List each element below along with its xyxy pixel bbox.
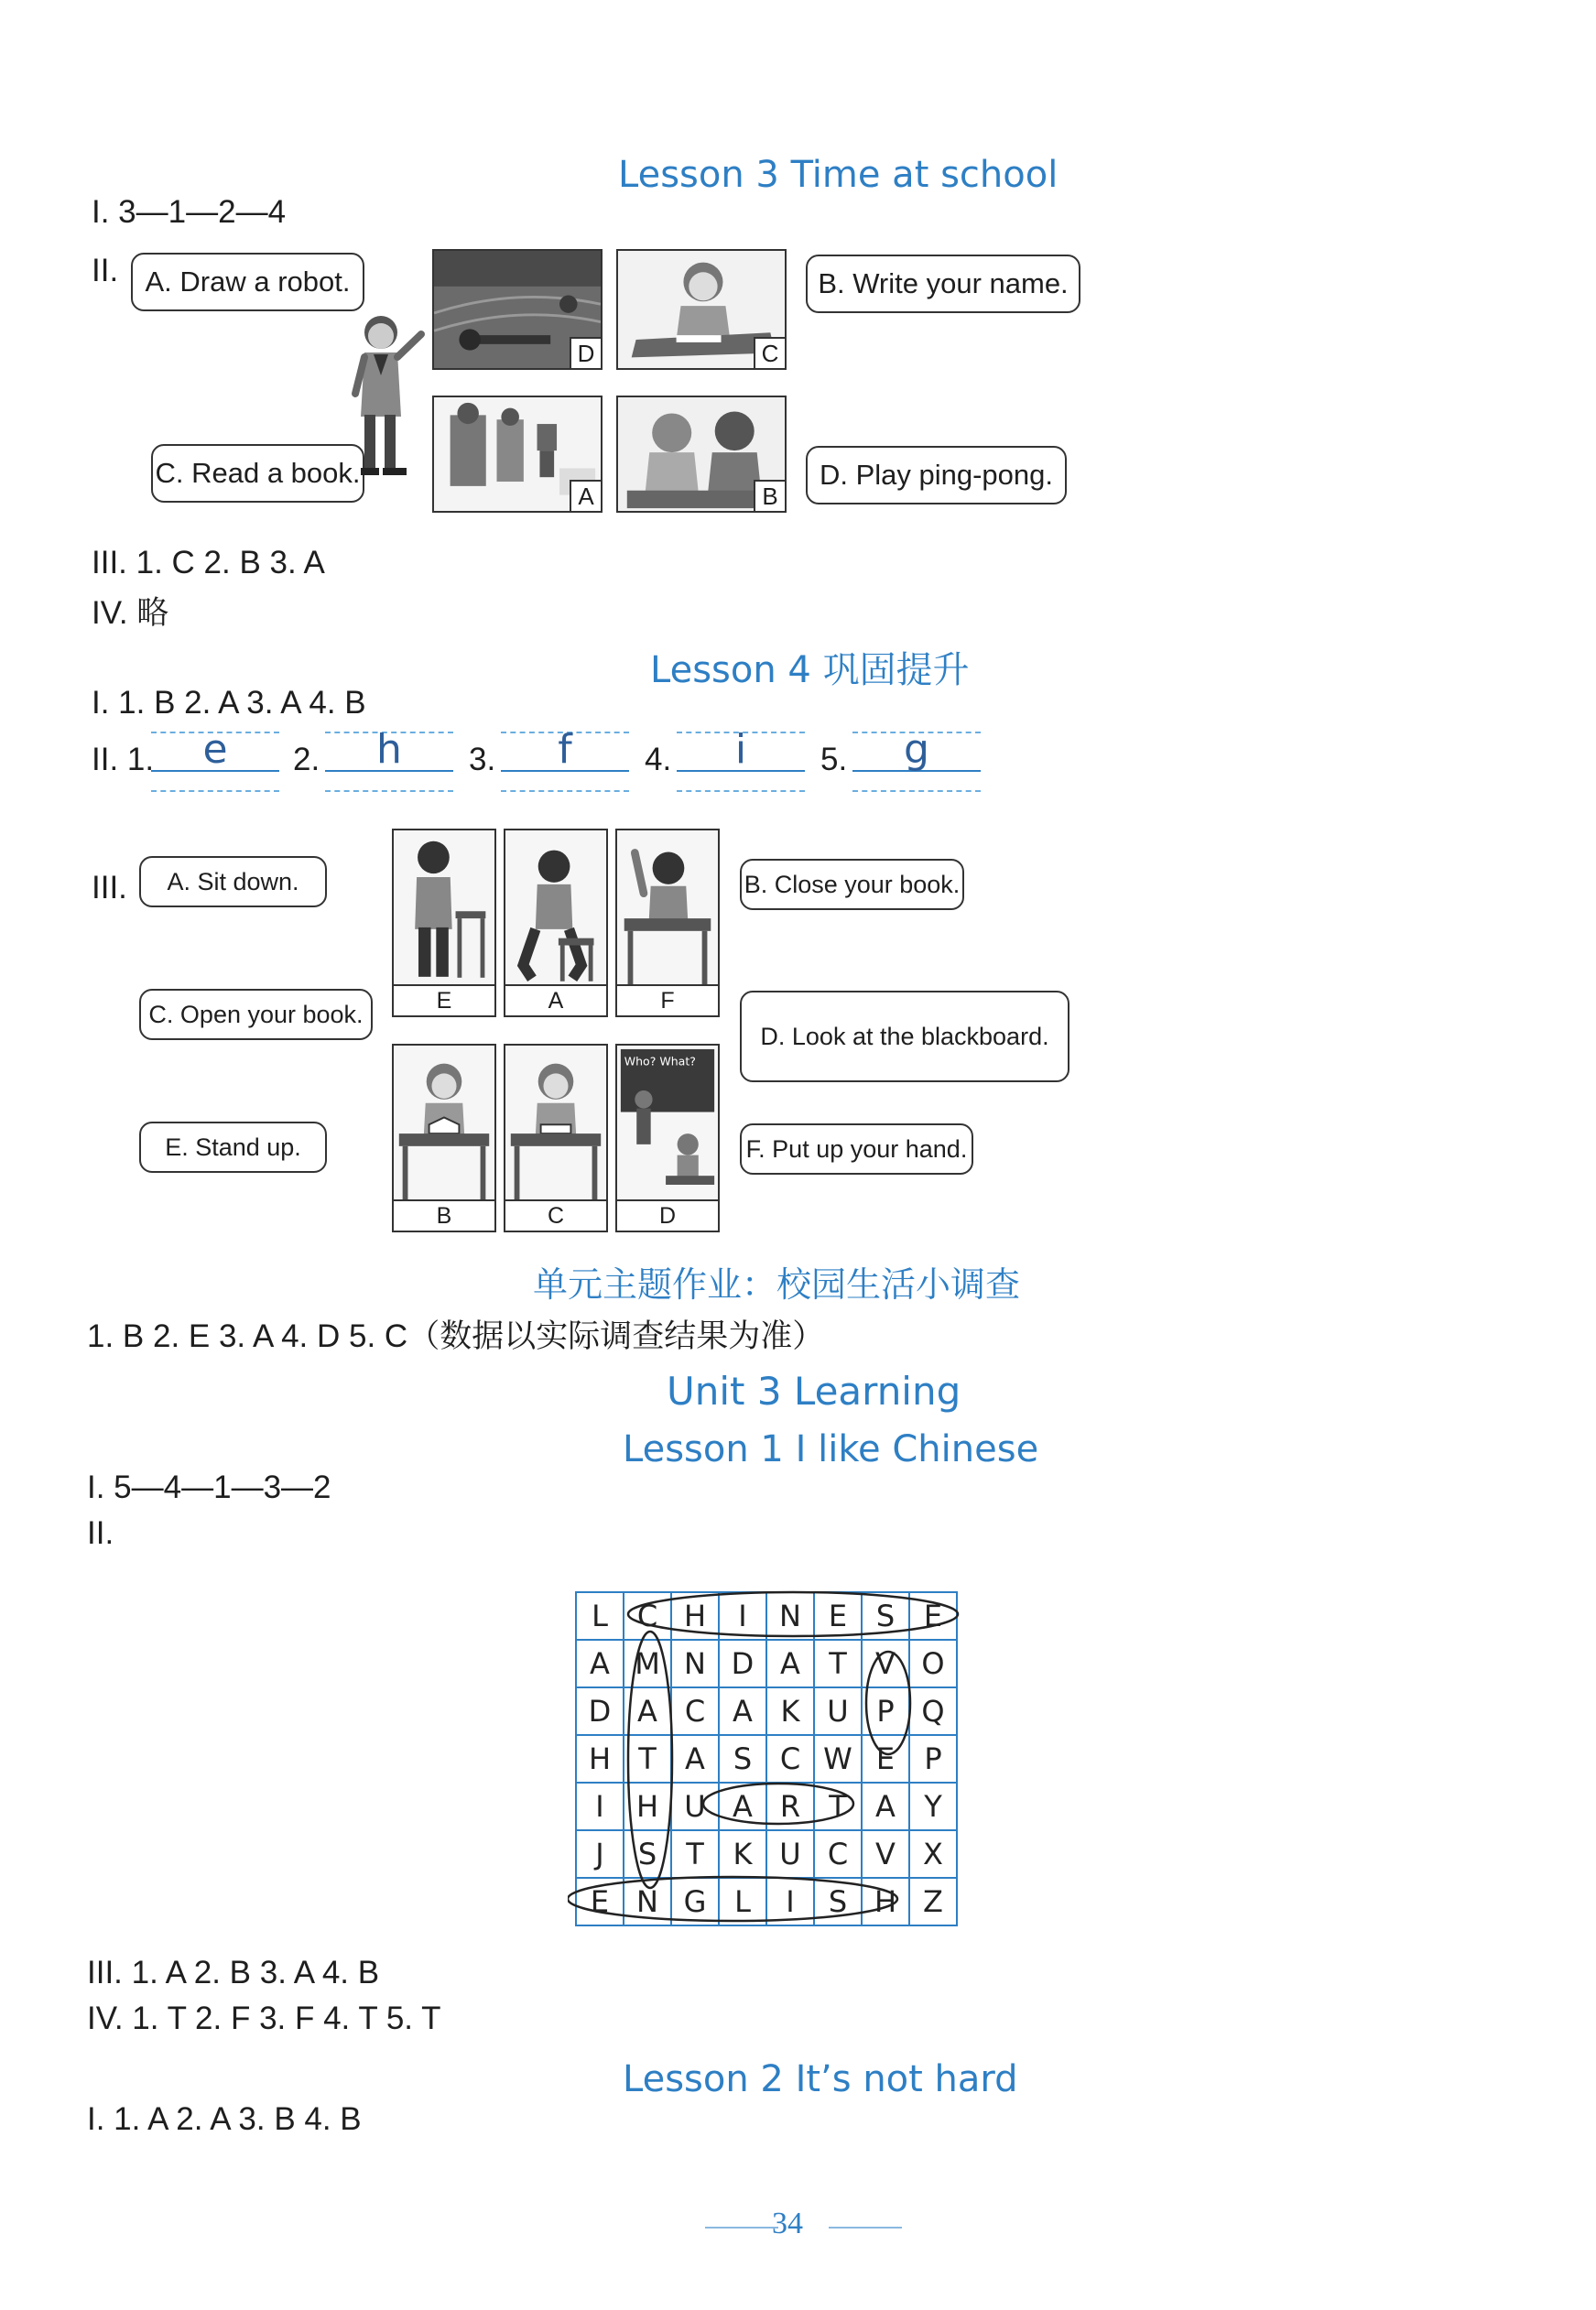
blank-1 [151, 728, 279, 792]
grid-row [576, 1783, 957, 1830]
grid-cell: S [862, 1592, 909, 1640]
lesson3-q1-answer: I. 3—1—2—4 [92, 194, 287, 230]
grid-cell: A [766, 1640, 814, 1687]
blank-5-answer: g [904, 726, 929, 773]
blank-2-answer: h [376, 726, 402, 773]
grid-cell: Q [909, 1687, 957, 1735]
picture-tag-b: B [754, 480, 785, 511]
picture-girl-closing-book [504, 1044, 608, 1232]
grid-row [576, 1592, 957, 1640]
grid-cell: T [814, 1640, 862, 1687]
grid-cell: A [719, 1783, 766, 1830]
unit3-lesson1-q3-answer: III. 1. A 2. B 3. A 4. B [87, 1955, 380, 1990]
grid-cell: A [576, 1640, 624, 1687]
lesson4-title: Lesson 4 巩固提升 [650, 649, 970, 691]
picture-two-boys-reading [616, 396, 787, 513]
grid-cell: S [814, 1878, 862, 1925]
grid-cell: N [624, 1878, 671, 1925]
blank-4-number: 4. [645, 742, 672, 777]
picture-girl-writing [616, 249, 787, 370]
grid-cell: E [909, 1592, 957, 1640]
grid-cell: K [719, 1830, 766, 1878]
grid-cell: L [719, 1878, 766, 1925]
unit3-lesson2-q1-answer: I. 1. A 2. A 3. B 4. B [87, 2101, 362, 2137]
unit3-title: Unit 3 Learning [667, 1369, 961, 1414]
grid-cell: G [671, 1878, 719, 1925]
grid-cell: L [576, 1592, 624, 1640]
grid-cell: Y [909, 1783, 957, 1830]
caption-e: E [394, 984, 494, 1015]
grid-cell: W [814, 1735, 862, 1783]
picture-tag-d: D [570, 337, 601, 368]
unit-task-title: 单元主题作业：校园生活小调查 [533, 1264, 1021, 1305]
blank-3 [501, 728, 629, 792]
grid-cell: C [624, 1592, 671, 1640]
grid-cell: R [766, 1783, 814, 1830]
picture-standing-boy [392, 829, 496, 1017]
word-search-grid [575, 1591, 958, 1926]
blank-2 [325, 728, 453, 792]
boy-pointing-illustration [337, 307, 438, 490]
grid-cell: P [862, 1687, 909, 1735]
grid-cell: T [814, 1783, 862, 1830]
blank-3-answer: f [558, 726, 572, 773]
caption-a: A [505, 984, 606, 1015]
blank-2-number: 2. [293, 742, 320, 777]
picture-tag-c: C [754, 337, 785, 368]
caption-d: D [617, 1199, 718, 1231]
picture-girl-opening-book [392, 1044, 496, 1232]
lesson3-q3-answer: III. 1. C 2. B 3. A [92, 545, 325, 580]
blackboard-text: Who? What? [624, 1054, 696, 1068]
lesson4-q2-label: II. 1. [92, 742, 155, 777]
grid-cell: V [862, 1640, 909, 1687]
box-close-your-book: B. Close your book. [740, 859, 964, 910]
footer-line-right [829, 2227, 902, 2229]
grid-cell: A [624, 1687, 671, 1735]
grid-cell: S [624, 1830, 671, 1878]
grid-cell: P [909, 1735, 957, 1783]
unit3-lesson1-q4-answer: IV. 1. T 2. F 3. F 4. T 5. T [87, 2001, 441, 2036]
box-write-your-name: B. Write your name. [806, 255, 1080, 313]
grid-cell: E [576, 1878, 624, 1925]
box-play-ping-pong: D. Play ping-pong. [806, 446, 1067, 504]
grid-cell: N [766, 1592, 814, 1640]
box-sit-down: A. Sit down. [139, 856, 327, 907]
grid-cell: A [671, 1735, 719, 1783]
grid-cell: H [671, 1592, 719, 1640]
caption-c: C [505, 1199, 606, 1231]
grid-cell: O [909, 1640, 957, 1687]
unit3-lesson2-title: Lesson 2 It’s not hard [623, 2058, 1018, 2100]
grid-cell: D [576, 1687, 624, 1735]
grid-cell: I [719, 1592, 766, 1640]
grid-cell: H [624, 1783, 671, 1830]
box-put-up-your-hand: F. Put up your hand. [740, 1123, 973, 1175]
grid-row [576, 1878, 957, 1925]
caption-f: F [617, 984, 718, 1015]
grid-cell: V [862, 1830, 909, 1878]
lesson3-q2-label: II. [92, 253, 119, 288]
box-stand-up: E. Stand up. [139, 1122, 327, 1173]
grid-cell: J [576, 1830, 624, 1878]
grid-cell: U [671, 1783, 719, 1830]
grid-cell: C [814, 1830, 862, 1878]
box-draw-a-robot: A. Draw a robot. [131, 253, 364, 311]
caption-b: B [394, 1199, 494, 1231]
grid-cell: S [719, 1735, 766, 1783]
picture-ping-pong [432, 249, 603, 370]
blank-5-number: 5. [820, 742, 848, 777]
lesson4-q1-answer: I. 1. B 2. A 3. A 4. B [92, 685, 366, 721]
grid-cell: X [909, 1830, 957, 1878]
unit3-lesson1-q1-answer: I. 5—4—1—3—2 [87, 1470, 331, 1505]
grid-cell: C [766, 1735, 814, 1783]
grid-cell: H [862, 1878, 909, 1925]
grid-cell: Z [909, 1878, 957, 1925]
picture-tag-a: A [570, 480, 601, 511]
grid-cell: E [814, 1592, 862, 1640]
grid-cell: D [719, 1640, 766, 1687]
grid-cell: I [576, 1783, 624, 1830]
box-read-a-book: C. Read a book. [151, 444, 364, 503]
grid-cell: M [624, 1640, 671, 1687]
box-look-at-the-blackboard: D. Look at the blackboard. [740, 991, 1069, 1082]
grid-cell: A [719, 1687, 766, 1735]
grid-cell: H [576, 1735, 624, 1783]
blank-4 [677, 728, 805, 792]
lesson3-title: Lesson 3 Time at school [618, 154, 1059, 196]
grid-cell: T [671, 1830, 719, 1878]
unit3-lesson1-q2-label: II. [87, 1515, 114, 1551]
picture-drawing-robot [432, 396, 603, 513]
grid-cell: T [624, 1735, 671, 1783]
picture-blackboard [615, 1044, 720, 1232]
lesson4-q3-label: III. [92, 870, 127, 906]
grid-row [576, 1640, 957, 1687]
blank-3-number: 3. [469, 742, 496, 777]
grid-row [576, 1735, 957, 1783]
lesson3-q4-answer: IV. 略 [92, 595, 169, 631]
unit3-lesson1-title: Lesson 1 I like Chinese [623, 1428, 1039, 1470]
footer-line-left [705, 2227, 778, 2229]
picture-boy-sitting-down [504, 829, 608, 1017]
picture-boy-hand-up [615, 829, 720, 1017]
grid-cell: N [671, 1640, 719, 1687]
grid-cell: A [862, 1783, 909, 1830]
grid-cell: C [671, 1687, 719, 1735]
grid-cell: U [814, 1687, 862, 1735]
grid-cell: E [862, 1735, 909, 1783]
blank-5 [852, 728, 981, 792]
grid-row [576, 1687, 957, 1735]
grid-cell: I [766, 1878, 814, 1925]
blank-4-answer: i [734, 726, 747, 773]
blank-1-answer: e [202, 726, 228, 773]
grid-cell: U [766, 1830, 814, 1878]
box-open-your-book: C. Open your book. [139, 989, 373, 1040]
page-number: 34 [772, 2207, 803, 2240]
grid-cell: K [766, 1687, 814, 1735]
grid-row [576, 1830, 957, 1878]
unit-task-answer: 1. B 2. E 3. A 4. D 5. C（数据以实际调查结果为准） [87, 1318, 825, 1354]
